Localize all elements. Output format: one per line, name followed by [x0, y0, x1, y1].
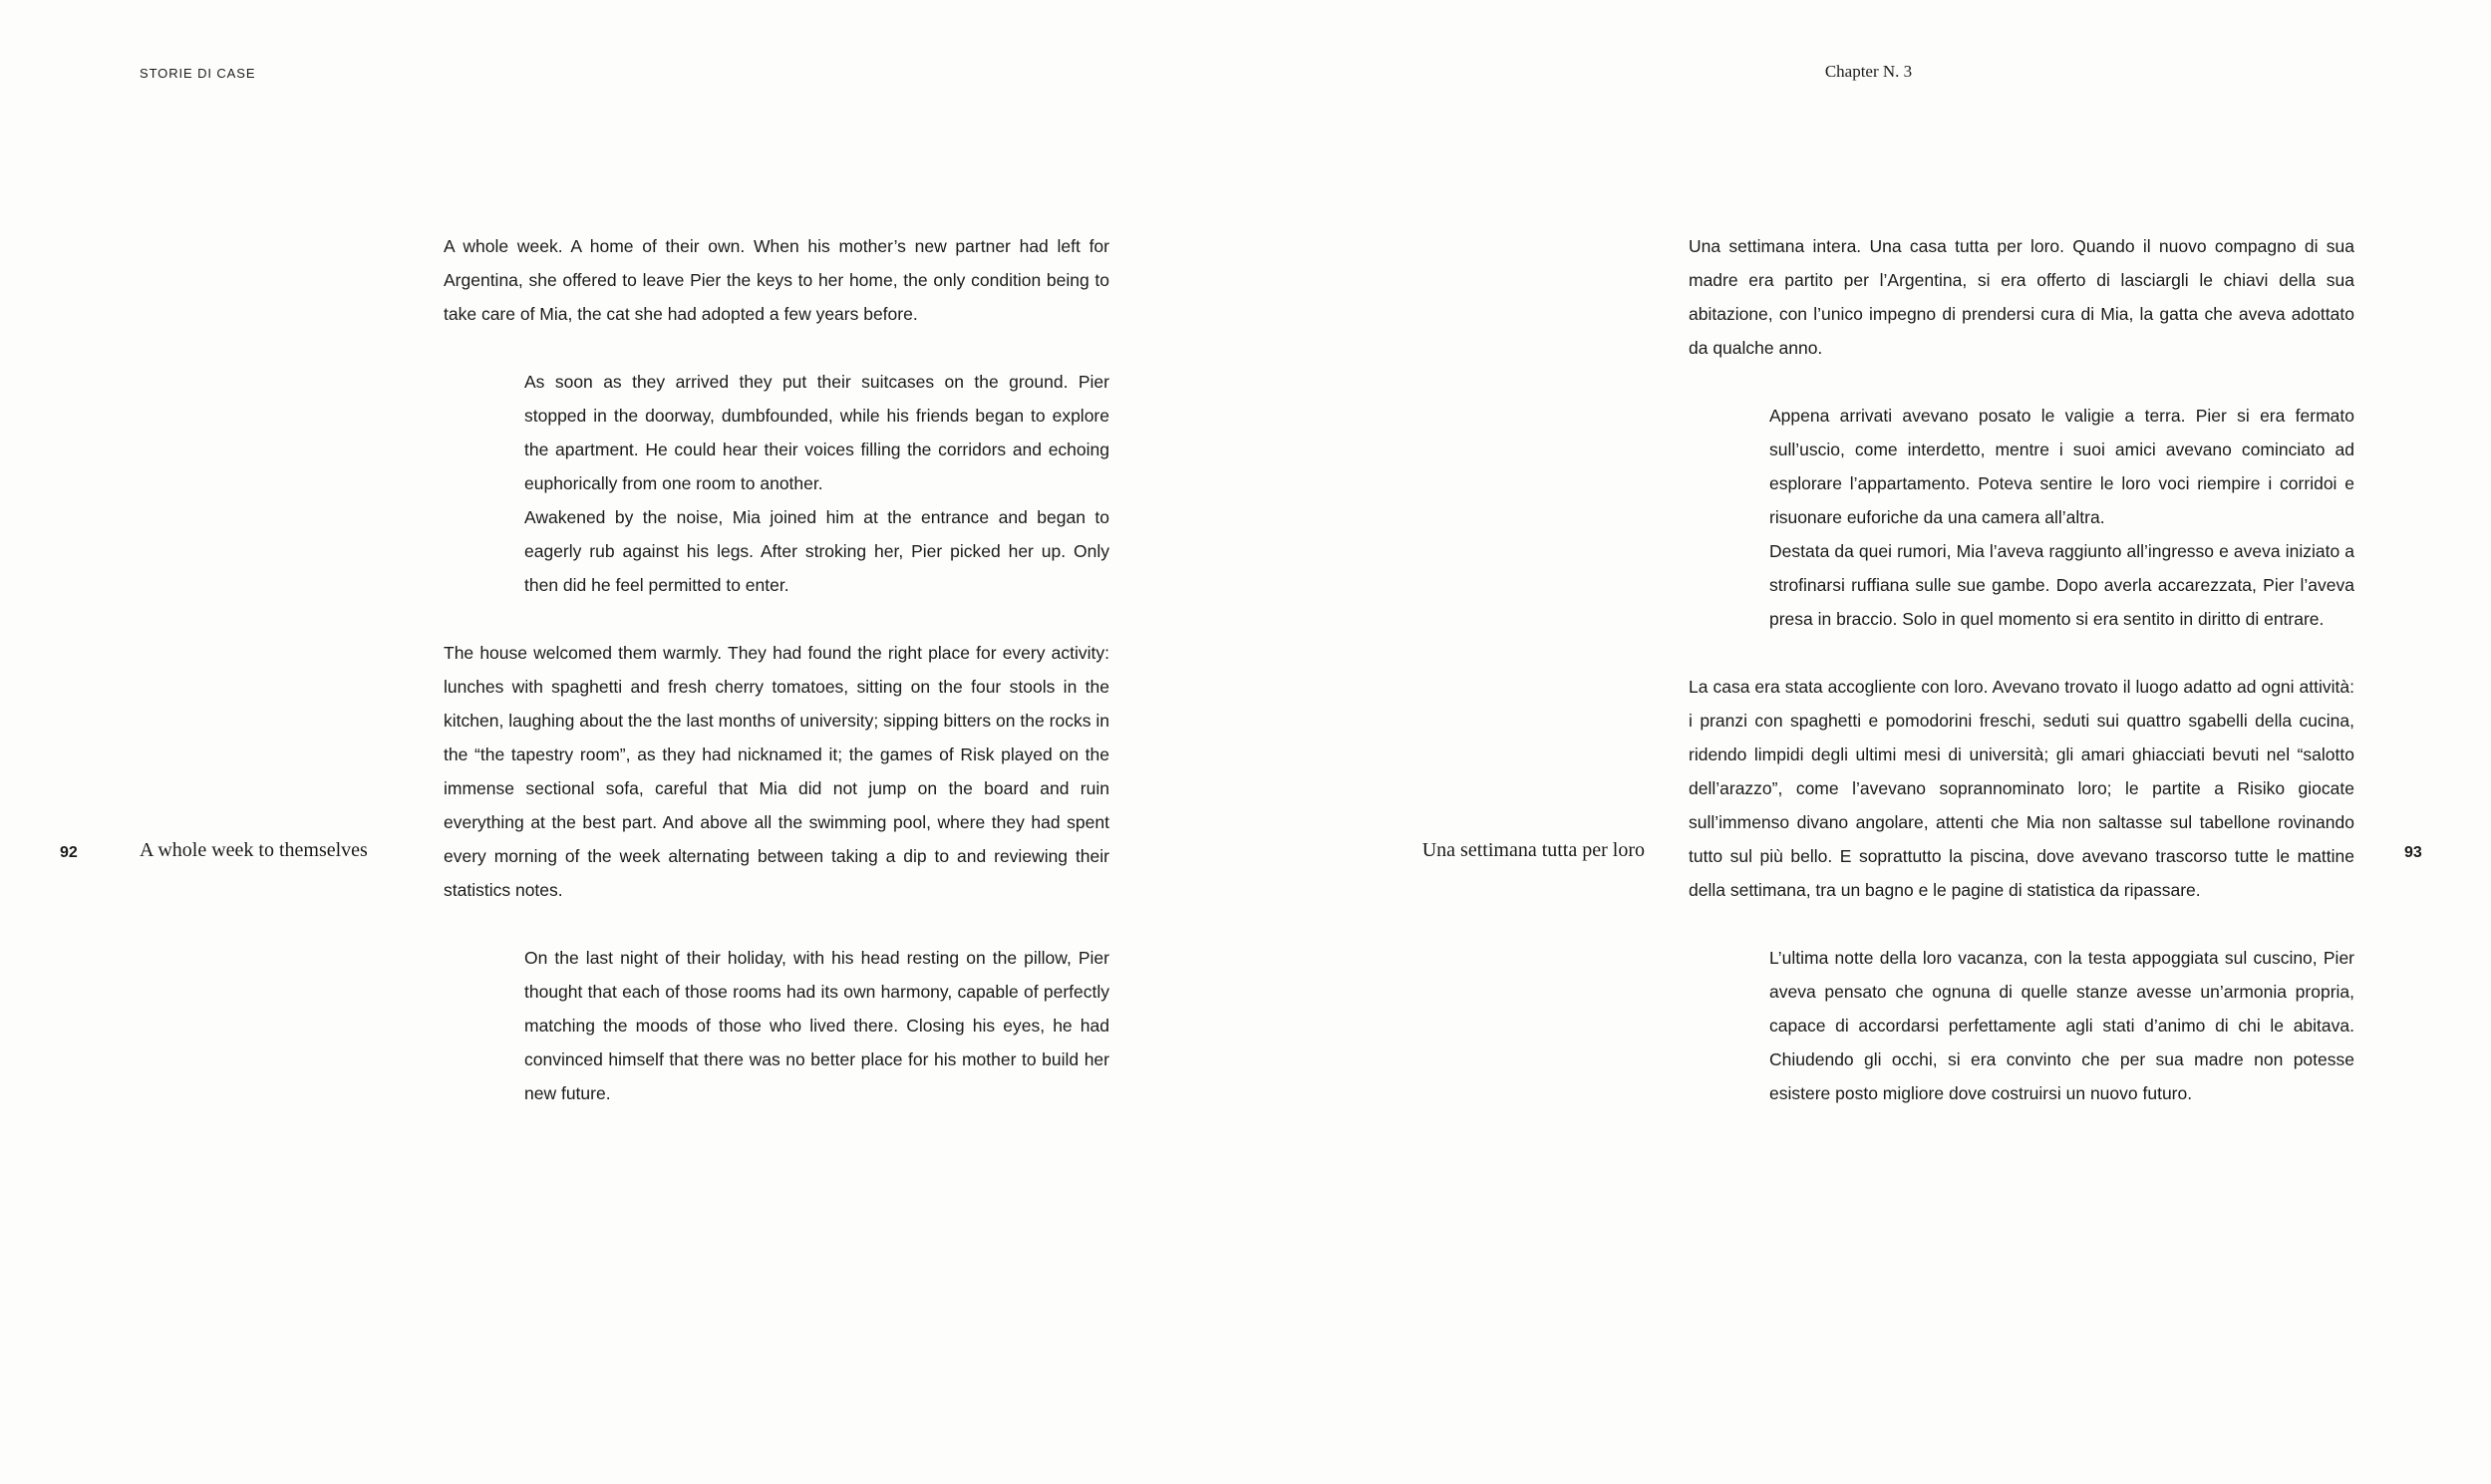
- paragraph: On the last night of their holiday, with his head resting on the pillow, Pier thought that each of those rooms had its own harmony, capable of perfectly matching the moods of those who lived there. Closing his eyes, he had convinced himself that there was no better place for his mother to build her new future.: [524, 948, 1109, 1103]
- indented-block: [1769, 399, 2354, 636]
- paragraph: Una settimana intera. Una casa tutta per loro. Quando il nuovo compagno di sua madre era partito per l’Argentina, si era offerto di lasciargli le chiavi della sua abitazione, con l’unico impegno di prendersi cura di Mia, la gatta che aveva adottato da qualche anno.: [1689, 236, 2354, 358]
- page-number-right: 93: [2404, 844, 2422, 861]
- indented-block: [1769, 941, 2354, 1110]
- indented-block: [524, 365, 1109, 602]
- paragraph: Awakened by the noise, Mia joined him at the entrance and began to eagerly rub against his legs. After stroking her, Pier picked her up. Only then did he feel permitted to enter.: [524, 507, 1109, 595]
- paragraph: As soon as they arrived they put their suitcases on the ground. Pier stopped in the doorway, dumbfounded, while his friends began to explore the apartment. He could hear their voices filling the corridors and echoing euphorically from one room to another.: [524, 372, 1109, 493]
- margin-title-left: A whole week to themselves: [140, 839, 368, 861]
- chapter-label: Chapter N. 3: [1824, 62, 1913, 81]
- running-head: STORIE DI CASE: [140, 66, 256, 81]
- paragraph: Destata da quei rumori, Mia l’aveva raggiunto all’ingresso e aveva iniziato a strofinarsi ruffiana sulle sue gambe. Dopo averla accarezzata, Pier l’aveva presa in braccio. Solo in quel momento si era sentito in diritto di entrare.: [1769, 541, 2354, 629]
- page-number-left: 92: [60, 844, 78, 861]
- left-text-column: [444, 229, 1109, 1110]
- paragraph: The house welcomed them warmly. They had found the right place for every activity: lunches with spaghetti and fresh cherry tomatoes, sitting on the four stools in the kitchen, laughing about the the last months of university; sipping bitters on the rocks in the “the tapestry room”, as they had nicknamed it; the games of Risk played on the immense sectional sofa, careful that Mia did not jump on the board and ruin everything at the best part. And above all the swimming pool, where they had spent every morning of the week alternating between taking a dip to and reviewing their statistics notes.: [444, 643, 1109, 900]
- paragraph: La casa era stata accogliente con loro. Avevano trovato il luogo adatto ad ogni attività: i pranzi con spaghetti e pomodorini freschi, seduti sui quattro sgabelli della cucina, ridendo limpidi degli ultimi mesi di università; gli amari ghiacciati bevuti nel “salotto dell’arazzo”, come l’avevano soprannominato loro; le partite a Risiko giocate sull’immenso divano angolare, attenti che Mia non saltasse sul tabellone rovinando tutto sul più bello. E soprattutto la piscina, dove avevano trascorso tutte le mattine della settimana, tra un bagno e le pagine di statistica da ripassare.: [1689, 677, 2354, 900]
- margin-title-right: Una settimana tutta per loro: [1421, 839, 1645, 861]
- paragraph: L’ultima notte della loro vacanza, con la testa appoggiata sul cuscino, Pier aveva pensato che ognuna di quelle stanze avesse un’armonia propria, capace di accordarsi perfettamente agli stati d’animo di chi le abitava. Chiudendo gli occhi, si era convinto che per sua madre non potesse esistere posto migliore dove costruirsi un nuovo futuro.: [1769, 948, 2354, 1103]
- indented-block: [524, 941, 1109, 1110]
- paragraph: A whole week. A home of their own. When his mother’s new partner had left for Argentina, she offered to leave Pier the keys to her home, the only condition being to take care of Mia, the cat she had adopted a few years before.: [444, 236, 1109, 324]
- paragraph: Appena arrivati avevano posato le valigie a terra. Pier si era fermato sull’uscio, come interdetto, mentre i suoi amici avevano cominciato ad esplorare l’appartamento. Poteva sentire le loro voci riempire i corridoi e risuonare euforiche da una camera all’altra.: [1769, 406, 2354, 527]
- right-text-column: [1689, 229, 2354, 1110]
